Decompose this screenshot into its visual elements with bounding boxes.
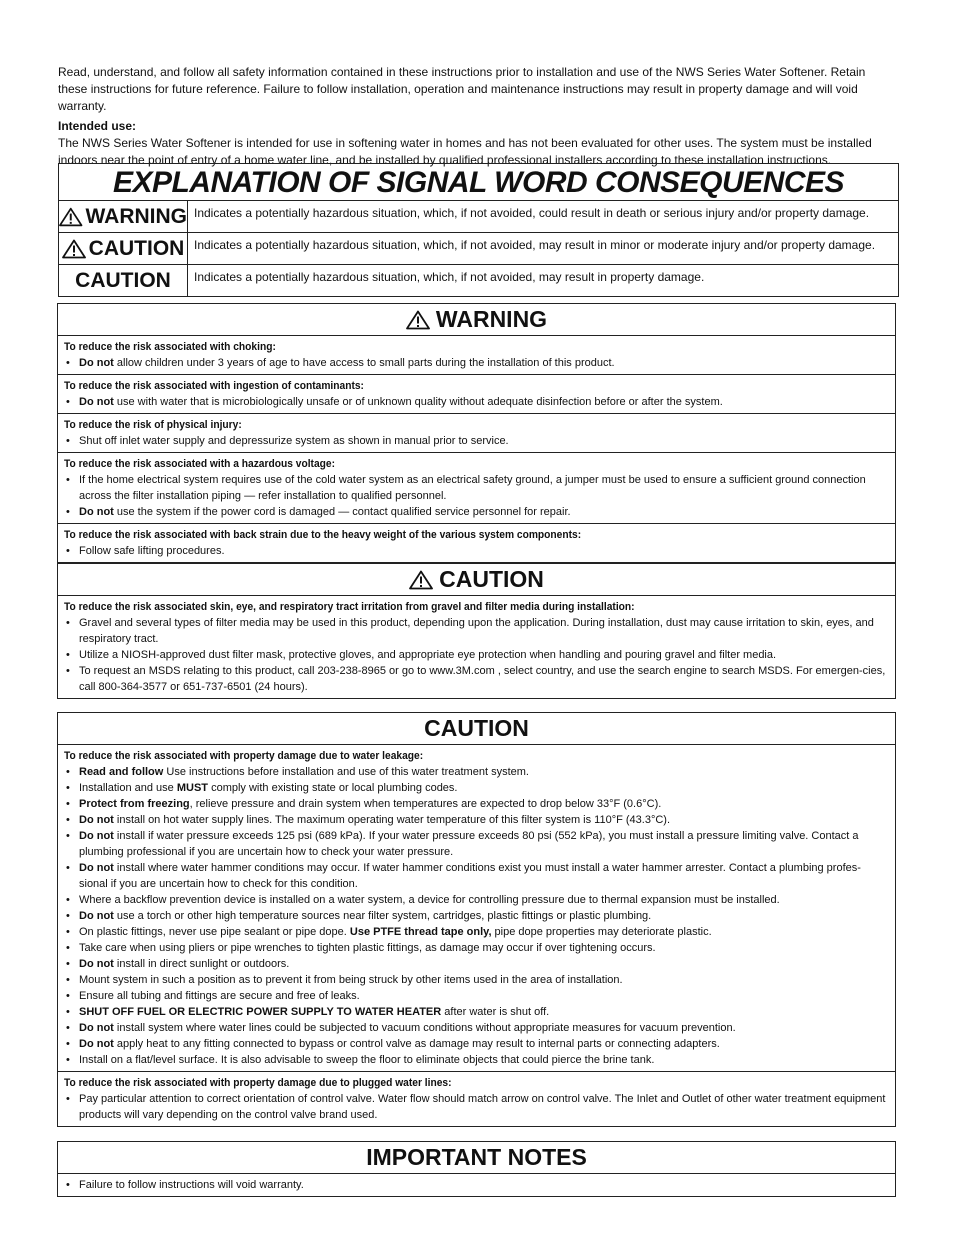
bullet-text: after water is shut off. — [441, 1006, 550, 1018]
section-heading: To reduce the risk associated with choking: — [64, 341, 276, 353]
bullet-list — [64, 615, 889, 695]
bullet-text: Follow safe lifting procedures. — [79, 545, 225, 557]
warning-triangle-icon — [62, 239, 86, 259]
section-heading: To reduce the risk associated with a hazardous voltage: — [64, 458, 335, 470]
bullet-emphasis: Do not — [79, 1022, 114, 1034]
bullet-item — [64, 780, 889, 796]
bullet-emphasis: SHUT OFF FUEL OR ELECTRIC POWER SUPPLY TO WATER HEATER — [79, 1006, 442, 1018]
bullet-item — [64, 972, 889, 988]
intro-paragraph: Read, understand, and follow all safety information contained in these instructions prior to installation and use of the NWS Series Water Softener. Retain these instructions for future reference. Failure to follow installation, operation and maintenance instructions may result in property damage and will void warranty. — [58, 65, 866, 113]
section-heading: To reduce the risk associated with property damage due to plugged water lines: — [64, 1077, 452, 1089]
bullet-text: Shut off inlet water supply and depressurize system as shown in manual prior to service. — [79, 435, 509, 447]
bullet-text: Install on a flat/level surface. It is also advisable to sweep the floor to eliminate objects that could pierce the brine tank. — [79, 1054, 655, 1066]
warning-triangle-icon — [59, 207, 83, 227]
bullet-text: install system where water lines could be subjected to vacuum conditions without appropriate measures for vacuum prevention. — [113, 1022, 736, 1034]
warning-triangle-icon — [409, 570, 433, 590]
signal-table-title: EXPLANATION OF SIGNAL WORD CONSEQUENCES — [59, 164, 898, 201]
intro-text — [58, 64, 894, 169]
section-heading: To reduce the risk associated with ingestion of contaminants: — [64, 380, 364, 392]
box-section — [58, 413, 895, 452]
signal-description: Indicates a potentially hazardous situation, which, if not avoided, could result in death or serious injury and/or property damage. — [194, 206, 870, 220]
box-section — [58, 523, 895, 562]
bullet-item — [64, 472, 889, 504]
bullet-text: install on hot water supply lines. The maximum operating water temperature of this filter system is 110°F (43.3°C). — [113, 814, 671, 826]
bullet-item — [64, 988, 889, 1004]
bullet-text: , relieve pressure and drain system when temperatures are expected to drop below 33°F (0.6°C). — [189, 798, 662, 810]
bullet-text: use the system if the power cord is damaged — contact qualified service personnel for repair. — [113, 506, 571, 518]
warning-box — [57, 303, 896, 563]
bullet-item — [64, 924, 889, 940]
box-section — [58, 1071, 895, 1126]
bullet-emphasis: Do not — [79, 910, 114, 922]
bullet-text: use a torch or other high temperature sources near filter system, cartridges, plastic fittings or plastic plumbing. — [113, 910, 652, 922]
bullet-item — [64, 812, 889, 828]
signal-word — [59, 265, 188, 296]
signal-row — [59, 264, 898, 296]
bullet-text: Utilize a NIOSH-approved dust filter mask, protective gloves, and appropriate eye protection when handling and pouring gravel and filter media. — [79, 649, 777, 661]
box-section — [58, 452, 895, 523]
section-heading: To reduce the risk associated skin, eye, and respiratory tract irritation from gravel and filter media during installation: — [64, 601, 635, 613]
bullet-item — [64, 543, 889, 559]
caution-property-box — [57, 712, 896, 1127]
bullet-text: install if water pressure exceeds 125 psi (689 kPa). If your water pressure exceeds 80 psi (552 kPa), you must install a pressure limiting valve. Contact a plumbing professional if you are uncertain how to check your water pressure. — [79, 830, 859, 858]
box-section — [58, 336, 895, 374]
bullet-item — [64, 615, 889, 647]
bullet-item — [64, 860, 889, 892]
bullet-text: Pay particular attention to correct orientation of control valve. Water flow should match arrow on control valve. The Inlet and Outlet of other water treatment equipment products will vary depending on the control valve brand used. — [79, 1093, 886, 1121]
bullet-list — [64, 1091, 889, 1123]
intended-use-paragraph: The NWS Series Water Softener is intended for use in softening water in homes and has not been evaluated for other uses. The system must be installed indoors near the point of entry of a home water line, and be installed by qualified professional installers according to these installation instructions. — [58, 136, 872, 167]
bullet-emphasis: Do not — [79, 506, 114, 518]
bullet-text: Installation and use — [79, 782, 177, 794]
bullet-emphasis: Do not — [79, 958, 114, 970]
bullet-text: If the home electrical system requires use of the cold water system as an electrical safety ground, a jumper must be used to ensure a sufficient ground connection across the filter installation piping — refer installation to qualified personnel. — [79, 474, 866, 502]
bullet-emphasis: MUST — [176, 782, 209, 794]
bullet-emphasis: Do not — [79, 830, 114, 842]
bullet-list — [64, 1177, 889, 1193]
bullet-text: install in direct sunlight or outdoors. — [113, 958, 290, 970]
box-title-label: WARNING — [435, 306, 548, 332]
box-section — [58, 374, 895, 413]
bullet-item — [64, 956, 889, 972]
bullet-emphasis: Do not — [79, 396, 114, 408]
box-title — [58, 713, 895, 745]
bullet-item — [64, 1036, 889, 1052]
signal-description: Indicates a potentially hazardous situation, which, if not avoided, may result in property damage. — [194, 270, 705, 284]
bullet-emphasis: Read and follow — [79, 766, 164, 778]
section-heading: To reduce the risk associated with back strain due to the heavy weight of the various system components: — [64, 529, 582, 541]
bullet-text: apply heat to any fitting connected to bypass or control valve as damage may result to internal parts or connecting adapters. — [113, 1038, 720, 1050]
bullet-item — [64, 1004, 889, 1020]
bullet-text: On plastic fittings, never use pipe sealant or pipe dope. — [79, 926, 350, 938]
box-title — [58, 1142, 895, 1174]
bullet-text: Mount system in such a position as to prevent it from being struck by other items used in the area of installation. — [79, 974, 623, 986]
box-title-label: CAUTION — [424, 715, 529, 741]
signal-word — [59, 233, 188, 264]
bullet-item — [64, 355, 889, 371]
bullet-item — [64, 504, 889, 520]
signal-word-label: CAUTION — [88, 236, 185, 260]
bullet-list — [64, 433, 889, 449]
box-section — [58, 1174, 895, 1196]
bullet-list — [64, 764, 889, 1068]
bullet-text: Ensure all tubing and fittings are secure and free of leaks. — [79, 990, 360, 1002]
bullet-text: comply with existing state or local plumbing codes. — [208, 782, 458, 794]
bullet-item — [64, 940, 889, 956]
bullet-list — [64, 472, 889, 520]
bullet-text: Gravel and several types of filter media may be used in this product, depending upon the application. During installation, dust may cause irritation to skin, eyes, and respiratory tract. — [79, 617, 874, 645]
section-heading: To reduce the risk of physical injury: — [64, 419, 242, 431]
bullet-emphasis: Use PTFE thread tape only, — [349, 926, 492, 938]
bullet-emphasis: Do not — [79, 862, 114, 874]
box-section — [58, 596, 895, 698]
bullet-text: Failure to follow instructions will void warranty. — [79, 1179, 304, 1191]
bullet-item — [64, 1020, 889, 1036]
bullet-item — [64, 828, 889, 860]
bullet-emphasis: Do not — [79, 357, 114, 369]
signal-word-table — [58, 163, 899, 297]
bullet-text: pipe dope properties may deteriorate plastic. — [491, 926, 712, 938]
bullet-list — [64, 543, 889, 559]
bullet-item — [64, 1091, 889, 1123]
bullet-list — [64, 355, 889, 371]
box-section — [58, 745, 895, 1071]
bullet-text: To request an MSDS relating to this product, call 203-238-8965 or go to www.3M.com , select country, and use the search engine to search MSDS. For emergen-cies, call 800-364-3577 or 651-737-6501 (24 hours). — [79, 665, 886, 693]
bullet-text: allow children under 3 years of age to have access to small parts during the installation of this product. — [113, 357, 615, 369]
box-title — [58, 304, 895, 336]
bullet-text: Use instructions before installation and use of this water treatment system. — [163, 766, 529, 778]
bullet-item — [64, 796, 889, 812]
signal-word-label: WARNING — [85, 204, 187, 228]
box-title — [58, 564, 895, 596]
bullet-item — [64, 433, 889, 449]
bullet-text: use with water that is microbiologically unsafe or of unknown quality without adequate disinfection before or after the system. — [113, 396, 723, 408]
bullet-item — [64, 1052, 889, 1068]
bullet-item — [64, 1177, 889, 1193]
signal-row — [59, 201, 898, 232]
caution-injury-box — [57, 563, 896, 699]
bullet-item — [64, 764, 889, 780]
bullet-text: Take care when using pliers or pipe wrenches to tighten plastic fittings, as damage may occur if over tightening occurs. — [79, 942, 656, 954]
bullet-text: install where water hammer conditions may occur. If water hammer conditions exist you must install a water hammer arrester. Contact a plumbing profes-sional if you are uncertain how to check for this condition. — [79, 862, 861, 890]
signal-description: Indicates a potentially hazardous situation, which, if not avoided, may result in minor or moderate injury and/or property damage. — [194, 238, 876, 252]
section-heading: To reduce the risk associated with property damage due to water leakage: — [64, 750, 424, 762]
signal-row — [59, 232, 898, 264]
bullet-list — [64, 394, 889, 410]
bullet-emphasis: Protect from freezing — [79, 798, 190, 810]
bullet-item — [64, 394, 889, 410]
warning-triangle-icon — [406, 310, 430, 330]
important-notes-box — [57, 1141, 896, 1197]
signal-word — [59, 201, 188, 232]
bullet-text: Where a backflow prevention device is installed on a water system, a device for controlling pressure due to thermal expansion must be installed. — [79, 894, 780, 906]
bullet-item — [64, 663, 889, 695]
bullet-emphasis: Do not — [79, 1038, 114, 1050]
intended-use-label: Intended use: — [58, 119, 137, 133]
signal-word-label: CAUTION — [75, 268, 171, 292]
bullet-item — [64, 892, 889, 908]
box-title-label: IMPORTANT NOTES — [366, 1144, 587, 1170]
box-title-label: CAUTION — [439, 566, 544, 592]
bullet-item — [64, 647, 889, 663]
bullet-emphasis: Do not — [79, 814, 114, 826]
bullet-item — [64, 908, 889, 924]
